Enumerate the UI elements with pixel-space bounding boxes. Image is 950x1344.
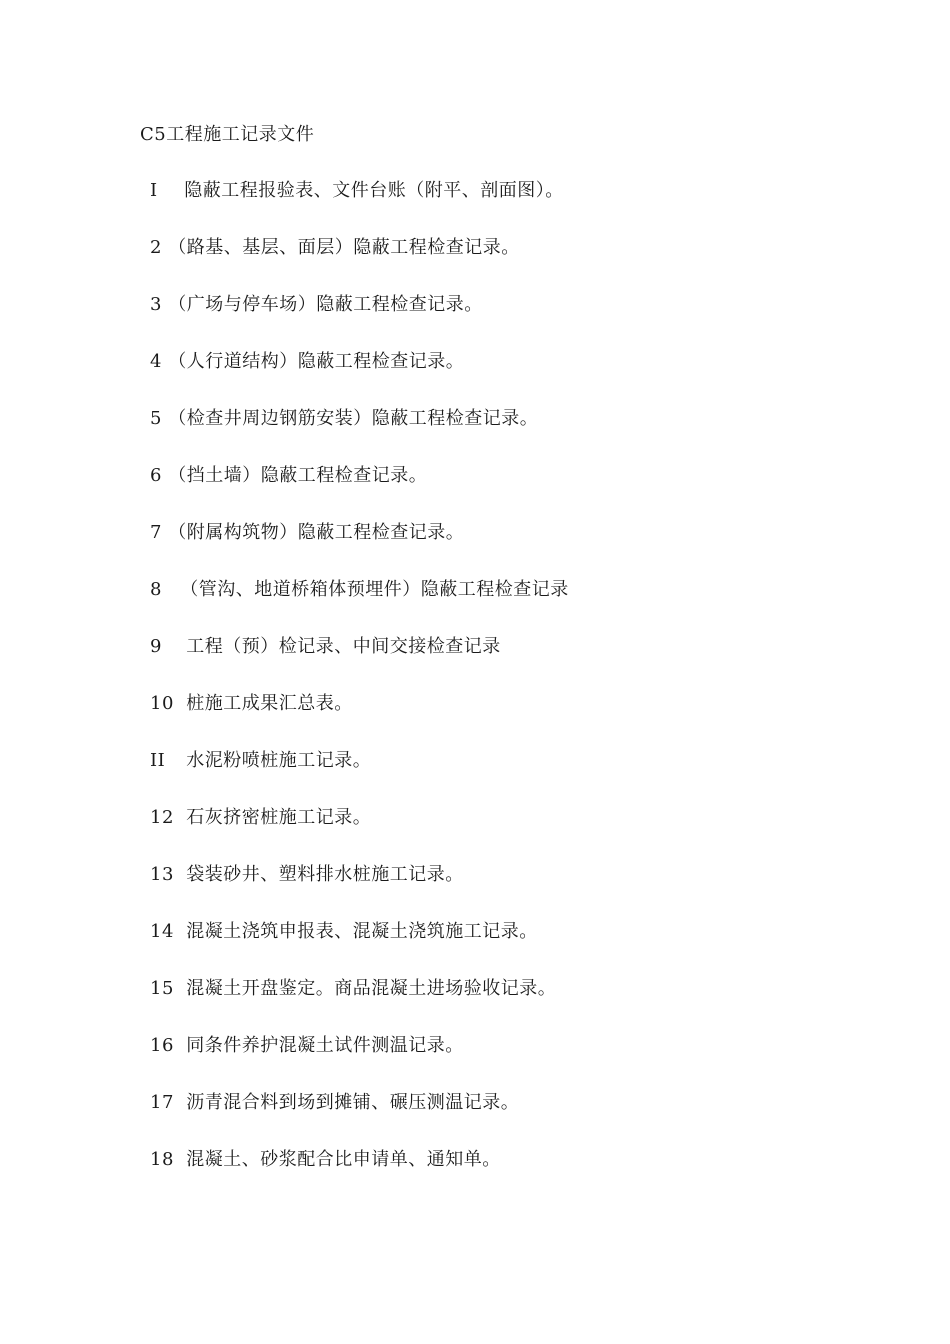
item-text: （管沟、地道桥箱体预埋件）隐蔽工程检查记录 <box>180 579 569 600</box>
item-text: 隐蔽工程报验表、文件台账（附平、剖面图）。 <box>184 180 564 201</box>
item-text: 石灰挤密桩施工记录。 <box>186 807 372 828</box>
item-text: （附属构筑物）隐蔽工程检查记录。 <box>168 522 465 543</box>
list-item <box>150 292 483 318</box>
item-number: 13 <box>150 864 174 885</box>
document-title: C5工程施工记录文件 <box>140 124 315 145</box>
item-text: 水泥粉喷桩施工记录。 <box>186 750 372 771</box>
item-text: （广场与停车场）隐蔽工程检查记录。 <box>168 294 483 315</box>
list-item <box>150 577 569 603</box>
item-text: （人行道结构）隐蔽工程检查记录。 <box>168 351 465 372</box>
item-number: 4 <box>150 351 162 372</box>
list-item <box>150 235 520 261</box>
list-item <box>150 862 464 888</box>
item-number: 7 <box>150 522 162 543</box>
item-text: 同条件养护混凝土试件测温记录。 <box>186 1035 464 1056</box>
item-text: 混凝土开盘鉴定。商品混凝土进场验收记录。 <box>186 978 557 999</box>
item-text: 混凝土、砂浆配合比申请单、通知单。 <box>186 1149 501 1170</box>
list-item <box>150 805 371 831</box>
item-number: 14 <box>150 921 174 942</box>
item-number: 10 <box>150 693 174 714</box>
list-item <box>150 748 371 774</box>
item-number: 2 <box>150 237 162 258</box>
item-number: I <box>150 180 158 201</box>
list-item <box>150 349 464 375</box>
item-number: 8 <box>150 579 162 600</box>
item-number: 6 <box>150 465 162 486</box>
list-item <box>150 976 556 1002</box>
item-number: 5 <box>150 408 162 429</box>
list-item <box>150 520 464 546</box>
item-text: 工程（预）检记录、中间交接检查记录 <box>186 636 501 657</box>
item-number: 17 <box>150 1092 174 1113</box>
list-item <box>150 691 353 717</box>
list-item <box>150 634 501 660</box>
list-item <box>150 1033 464 1059</box>
item-number: 16 <box>150 1035 174 1056</box>
list-item <box>150 919 538 945</box>
item-number: 12 <box>150 807 174 828</box>
list-item <box>150 178 564 204</box>
item-number: 18 <box>150 1149 174 1170</box>
list-item <box>150 1147 501 1173</box>
item-number: 15 <box>150 978 174 999</box>
item-text: （路基、基层、面层）隐蔽工程检查记录。 <box>168 237 520 258</box>
list-item <box>150 463 427 489</box>
item-text: （挡土墙）隐蔽工程检查记录。 <box>168 465 428 486</box>
item-number: II <box>150 750 166 771</box>
list-item <box>150 406 538 432</box>
item-text: 沥青混合料到场到摊铺、碾压测温记录。 <box>186 1092 520 1113</box>
item-number: 3 <box>150 294 162 315</box>
item-text: 桩施工成果汇总表。 <box>186 693 353 714</box>
item-number: 9 <box>150 636 162 657</box>
list-item <box>150 1090 519 1116</box>
item-text: 混凝土浇筑申报表、混凝土浇筑施工记录。 <box>186 921 538 942</box>
item-text: 袋装砂井、塑料排水桩施工记录。 <box>186 864 464 885</box>
item-text: （检查井周边钢筋安装）隐蔽工程检查记录。 <box>168 408 539 429</box>
